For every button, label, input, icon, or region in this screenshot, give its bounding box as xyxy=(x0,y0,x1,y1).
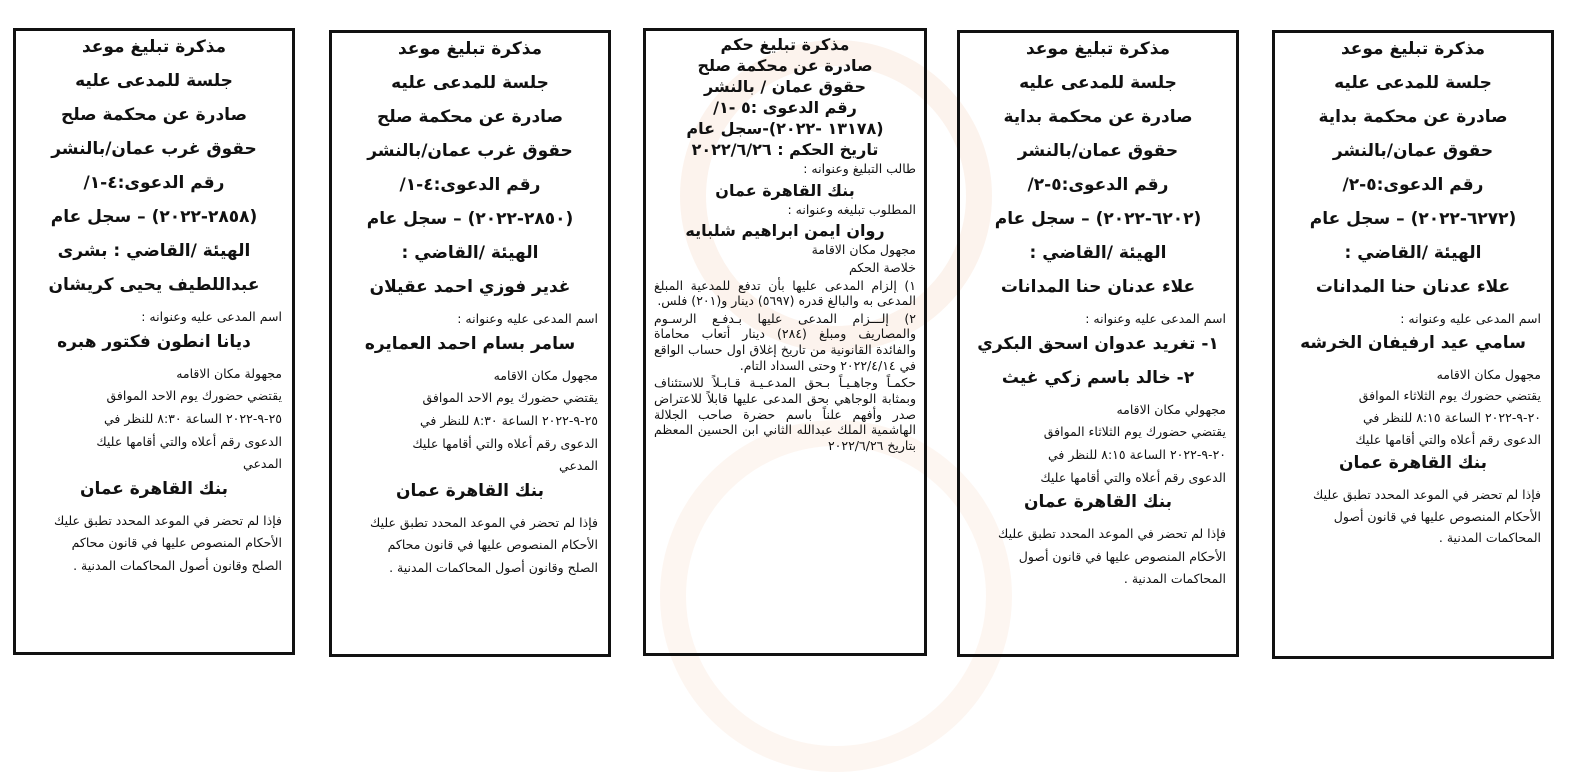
notice-body-line: ٢٥-٩-٢٠٢٢ الساعة ٨:٣٠ للنظر في xyxy=(104,410,282,426)
notice-body-line: مجهولة مكان الاقامه xyxy=(176,365,282,381)
notice-heading-line: (٢٨٥٠-٢٠٢٢) – سجل عام xyxy=(366,209,574,229)
notice-heading-line: جلسة للمدعى عليه xyxy=(1334,73,1492,93)
notice-body-line: مجهول مكان الاقامه xyxy=(493,367,598,383)
court-notice-4 xyxy=(957,30,1239,657)
notice-body-line: حكمـاً وجاهـيـاً بـحق المدعـيـة قـابـلاً للاستئناف وبمثابة الوجاهي بحق المدعى عليها قابلاً للاعتراض صدر وأفهم علناً باسم حضرة صاحب الجلالة الهاشمية الملك عبدالله الثاني ابن الحسين المعظم بتاريخ ٢٠٢٢/٦/٢٦ xyxy=(654,375,916,453)
notice-heading-line: الهيئة /القاضي : بشرى xyxy=(57,241,251,261)
notice-body-line: الدعوى رقم أعلاه والتي أقامها عليك xyxy=(96,433,282,449)
notice-heading-line: رقم الدعوى:٥-٢/ xyxy=(1027,175,1169,195)
notice-body-line: الأحكام المنصوص عليها في قانون محاكم xyxy=(387,537,598,553)
notice-body-line: اسم المدعى عليه وعنوانه : xyxy=(141,309,282,324)
notice-heading-line: جلسة للمدعى عليه xyxy=(75,71,233,91)
notice-body-line: ٢٠-٩-٢٠٢٢ الساعة ٨:١٥ للنظر في xyxy=(1048,446,1226,462)
notice-name-line: سامر بسام احمد العمايره xyxy=(364,333,576,354)
notice-name-line: بنك القاهرة عمان xyxy=(1338,453,1488,474)
notice-heading-line: علاء عدنان حنا المدانات xyxy=(1315,277,1511,297)
notice-name-line: ١- تغريد عدوان اسحق البكري xyxy=(977,333,1219,354)
notice-body-line: طالب التبليغ وعنوانه : xyxy=(803,161,916,176)
notice-name-line: ٢- خالد باسم زكي غيث xyxy=(1001,367,1195,388)
notice-body-line: اسم المدعى عليه وعنوانه : xyxy=(1085,311,1226,326)
notice-body-line: الصلح وقانون أصول المحاكمات المدنية . xyxy=(73,558,282,573)
notice-body-line: مجهولي مكان الاقامه xyxy=(1116,401,1226,417)
court-notice-3 xyxy=(643,28,927,656)
notice-body-line: ٢٥-٩-٢٠٢٢ الساعة ٨:٣٠ للنظر في xyxy=(420,412,598,428)
notice-body-line: يقتضي حضورك يوم الثلاثاء الموافق xyxy=(1043,424,1226,440)
notice-name-line: بنك القاهرة عمان xyxy=(79,478,229,499)
notice-heading-line: غدير فوزي احمد عقيلان xyxy=(369,277,571,297)
notice-heading-line: الهيئة /القاضي : xyxy=(401,243,539,263)
notice-heading-line: الهيئة /القاضي : xyxy=(1029,243,1167,263)
notice-body-line: يقتضي حضورك يوم الاحد الموافق xyxy=(422,390,598,406)
notice-body-line: يقتضي حضورك يوم الاحد الموافق xyxy=(106,388,282,404)
notice-heading-line: جلسة للمدعى عليه xyxy=(391,73,549,93)
notice-heading-line: جلسة للمدعى عليه xyxy=(1019,73,1177,93)
notice-body-line: المدعي xyxy=(559,458,598,474)
notice-heading-line: حقوق عمان / بالنشر xyxy=(703,77,867,96)
notice-name-line: روان ايمن ابراهيم شلبايه xyxy=(685,221,885,241)
notice-heading-line: مذكرة تبليغ موعد xyxy=(1340,39,1486,59)
notice-body-line: فإذا لم تحضر في الموعد المحدد تطبق عليك xyxy=(370,514,598,530)
notice-body-line: الأحكام المنصوص عليها في قانون أصول xyxy=(1333,508,1541,524)
notice-body-line: فإذا لم تحضر في الموعد المحدد تطبق عليك xyxy=(54,512,282,528)
notice-heading-line: رقم الدعوى:٤-١/ xyxy=(83,173,225,193)
notice-body-line: مجهول مكان الاقامه xyxy=(1436,366,1541,382)
notice-body-line: الصلح وقانون أصول المحاكمات المدنية . xyxy=(389,560,598,575)
notice-body-line: الدعوى رقم أعلاه والتي أقامها عليك xyxy=(1355,431,1541,447)
notice-heading-line: مذكرة تبليغ موعد xyxy=(397,39,543,59)
notice-body-line: المدعي xyxy=(243,456,282,472)
notice-body-line: المطلوب تبليغه وعنوانه : xyxy=(787,201,916,217)
notice-body-line: ٢) إلـــزام المدعى عليها بـدفـع الرسـوم والمصاريف ومبلغ (٢٨٤) دينار أتعاب محاماة والفائدة القانونية من تاريخ إغلاق اول حساب الواقع في ٢٠٢٢/٤/١٤ وحتى السداد التام. xyxy=(654,310,916,373)
notice-heading-line: صادرة عن محكمة صلح xyxy=(376,107,563,127)
court-notice-1 xyxy=(13,28,295,655)
notice-name-line: ديانا انطون فكتور هبره xyxy=(57,331,251,352)
notice-heading-line: صادرة عن محكمة صلح xyxy=(60,105,247,125)
notice-heading-line: (٦٢٧٢-٢٠٢٢) – سجل عام xyxy=(1309,209,1517,229)
notice-body-line: الأحكام المنصوص عليها في قانون محاكم xyxy=(71,535,282,551)
notice-body-line: فإذا لم تحضر في الموعد المحدد تطبق عليك xyxy=(998,526,1226,542)
notice-heading-line: صادرة عن محكمة بداية xyxy=(1318,107,1508,127)
notice-body-line: الدعوى رقم أعلاه والتي أقامها عليك xyxy=(412,435,598,451)
notice-body-line: اسم المدعى عليه وعنوانه : xyxy=(457,311,598,326)
notice-heading-line: (٢٨٥٨-٢٠٢٢) – سجل عام xyxy=(50,207,258,227)
notice-heading-line: عبداللطيف يحيى كريشان xyxy=(48,275,260,295)
notice-heading-line: (١٣١٧٨ -٢٠٢٢)-سجل عام xyxy=(686,119,884,138)
notice-heading-line: (٦٢٠٢-٢٠٢٢) – سجل عام xyxy=(994,209,1202,229)
notice-name-line: بنك القاهرة عمان xyxy=(715,180,855,200)
notice-name-line: بنك القاهرة عمان xyxy=(1023,492,1173,513)
notice-heading-line: صادرة عن محكمة صلح xyxy=(697,56,873,75)
court-notice-2 xyxy=(329,30,611,657)
notice-heading-line: مذكرة تبليغ موعد xyxy=(81,37,227,57)
notice-heading-line: علاء عدنان حنا المدانات xyxy=(1000,277,1196,297)
notice-heading-line: حقوق عمان/بالنشر xyxy=(1017,141,1179,161)
notice-name-line: سامي عيد ارفيفان الخرشه xyxy=(1300,332,1526,353)
notice-body-line: فإذا لم تحضر في الموعد المحدد تطبق عليك xyxy=(1313,487,1541,503)
notice-body-line: المحاكمات المدنية . xyxy=(1438,530,1541,546)
notice-heading-line: رقم الدعوى :٥ -١/ xyxy=(713,98,857,117)
notice-heading-line: رقم الدعوى:٤-١/ xyxy=(399,175,541,195)
notice-body-line: الدعوى رقم أعلاه والتي أقامها عليك xyxy=(1040,469,1226,485)
notice-heading-line: تاريخ الحكم : ٢٠٢٢/٦/٢٦ xyxy=(691,140,879,159)
notice-body-line: الأحكام المنصوص عليها في قانون أصول xyxy=(1018,548,1226,564)
notice-body-line: ١) إلزام المدعى عليها بأن تدفع للمدعية المبلغ المدعى به والبالغ قدره (٥٦٩٧) دينار و(٢٠١) فلس. xyxy=(654,277,916,309)
notice-body-line: اسم المدعى عليه وعنوانه : xyxy=(1400,311,1541,326)
notice-heading-line: صادرة عن محكمة بداية xyxy=(1003,107,1193,127)
notice-body-line: خلاصة الحكم xyxy=(848,259,916,275)
notice-heading-line: حقوق عمان/بالنشر xyxy=(1332,141,1494,161)
notice-body-line: المحاكمات المدنية . xyxy=(1123,571,1226,587)
notice-body-line: مجهول مكان الاقامة xyxy=(811,242,916,258)
notice-heading-line: مذكرة تبليغ موعد xyxy=(1025,39,1171,59)
notice-heading-line: حقوق غرب عمان/بالنشر xyxy=(51,139,257,159)
notice-name-line: بنك القاهرة عمان xyxy=(395,480,545,501)
notice-heading-line: حقوق غرب عمان/بالنشر xyxy=(367,141,573,161)
notice-heading-line: رقم الدعوى:٥-٢/ xyxy=(1342,175,1484,195)
notice-heading-line: الهيئة /القاضي : xyxy=(1344,243,1482,263)
notice-heading-line: مذكرة تبليغ حكم xyxy=(720,35,850,54)
notice-body-line: يقتضي حضورك يوم الثلاثاء الموافق xyxy=(1358,388,1541,404)
notice-body-line: ٢٠-٩-٢٠٢٢ الساعة ٨:١٥ للنظر في xyxy=(1363,409,1541,425)
court-notice-5 xyxy=(1272,30,1554,659)
